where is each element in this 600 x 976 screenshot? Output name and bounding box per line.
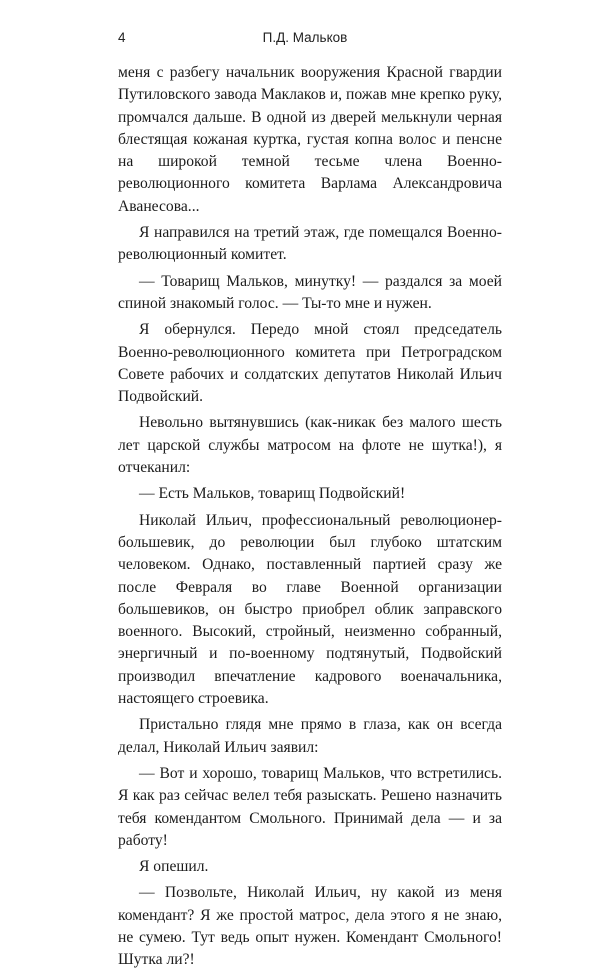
paragraph: Пристально глядя мне прямо в глаза, как он всегда делал, Николай Ильич заявил: <box>118 716 502 756</box>
paragraph: Невольно вытянувшись (как-никак без малого шесть лет царской службы матросом на флоте не шутка!), я отчеканил: <box>118 414 502 477</box>
paragraph: — Есть Мальков, товарищ Подвойский! <box>139 485 406 503</box>
running-head: П.Д. Мальков <box>262 30 348 45</box>
page-number: 4 <box>118 30 126 45</box>
paragraph: меня с разбегу начальник вооружения Красной гвардии Путиловского завода Маклаков и, пожав мне крепко руку, промчался дальше. В одной из дверей мелькнули черная блестящая кожаная куртка, густая копна волос и пенсне на широкой темной тесьме члена Военно-революционного комитета Варлама Александровича Аванесова... <box>118 64 502 215</box>
paragraph: Я направился на третий этаж, где помещался Военно-революционный комитет. <box>118 224 502 264</box>
page-header <box>118 30 492 50</box>
body-text <box>118 62 502 976</box>
paragraph: Я опешил. <box>139 858 209 876</box>
paragraph: — Товарищ Мальков, минутку! — раздался за моей спиной знакомый голос. — Ты-то мне и нужен. <box>118 272 502 312</box>
paragraph: Николай Ильич, профессиональный революционер-большевик, до революции был глубоко штатским человеком. Однако, поставленный партией сразу же после Февраля во главе Военной организации большевиков, он быстро приобрел облик заправского военного. Высокий, стройный, неизменно собранный, энергичный и по-военному подтянутый, Подвойский производил впечатление кадрового военачальника, настоящего строевика. <box>118 511 502 708</box>
paragraph: — Позвольте, Николай Ильич, ну какой из меня комендант? Я же простой матрос, дела этого я не знаю, не сумею. Тут ведь опыт нужен. Комендант Смольного! Шутка ли?! <box>118 884 502 969</box>
paragraph: Я обернулся. Передо мной стоял председатель Военно-революционного комитета при Петроградском Совете рабочих и солдатских депутатов Николай Ильич Подвойский. <box>118 321 502 406</box>
paragraph: — Вот и хорошо, товарищ Мальков, что встретились. Я как раз сейчас велел тебя разыскать. Решено назначить тебя комендантом Смольного. Принимай дела — и за работу! <box>118 764 502 849</box>
